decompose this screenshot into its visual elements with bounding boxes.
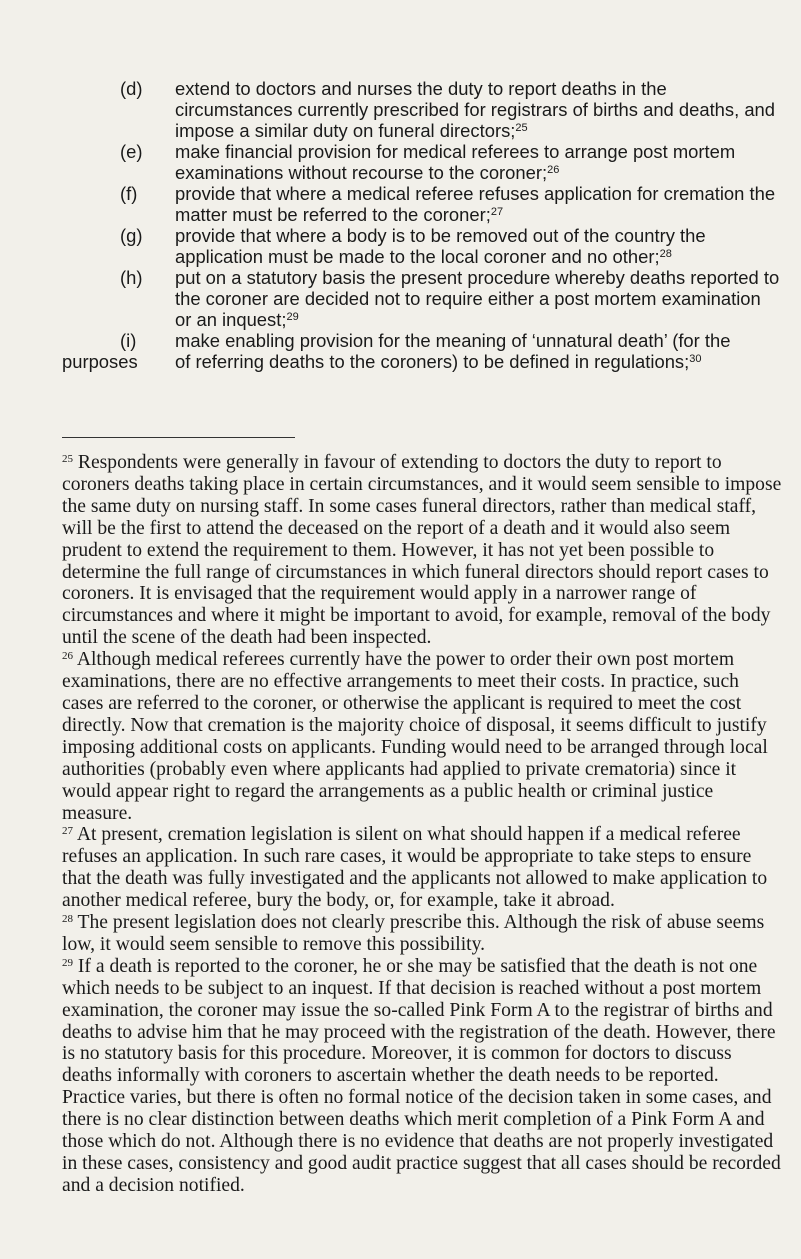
item-label: (h) [120,267,143,288]
footnote-number: 28 [62,913,73,926]
list-item-continuation [62,351,782,372]
item-label: (e) [120,141,143,162]
list-item [62,183,782,225]
item-text: make financial provision for medical referees to arrange post mortem examinations without recourse to the coroner;$^{26}$ [175,141,736,183]
footnote-ref[interactable]: 27 [490,206,504,218]
footnote [62,912,784,956]
footnote [62,824,784,912]
list-item [62,78,782,141]
footnote-divider [62,437,295,438]
item-label: (d) [120,78,143,99]
list-item [62,330,782,351]
footnote-text: The present legislation does not clearly prescribe this. Although the risk of abuse seems low, it would seem sensible to remove this possibility. [62,912,765,955]
footnote-number: 29 [62,956,73,969]
footnote-ref[interactable]: 28 [659,248,672,260]
footnote-ref[interactable]: 30 [689,353,702,365]
list-item [62,267,782,330]
list-item [62,141,782,183]
item-text: put on a statutory basis the present procedure whereby deaths reported to the coroner are decided not to require either a post mortem examination or an inquest;$^{29}$ [175,267,780,330]
footnotes [62,452,784,1197]
footnote-text: Although medical referees currently have the power to order their own post mortem examinations, there are no effective arrangements to meet their costs. In practice, such cases are referred to the coroner, or otherwise the applicant is required to meet the cost directly. Now that cremation is the majority choice of disposal, it seems difficult to justify imposing additional costs on applicants. Funding would need to be arranged through local authorities (probably even where applicants had applied to private crematoria) since it would appear right to regard the arrangements as a public health or criminal justice measure. [62,649,768,824]
item-label: (g) [120,225,143,246]
footnote-ref[interactable]: 26 [547,164,560,176]
footnote-number: 26 [62,650,73,663]
item-text: make enabling provision for the meaning of ‘unnatural death’ (for the [175,330,731,351]
footnote-ref[interactable]: 29 [286,311,299,323]
footnote [62,956,784,1197]
item-label: (f) [120,183,138,204]
item-text: extend to doctors and nurses the duty to report deaths in the circumstances currently prescribed for registrars of births and deaths, and impose a similar duty on funeral directors;$^{25}$ [175,78,776,141]
item-label: purposes [62,351,138,372]
footnote [62,649,784,824]
proposal-list [62,78,782,372]
footnote-text: Respondents were generally in favour of extending to doctors the duty to report to coroners deaths taking place in certain circumstances, and it would seem sensible to impose the same duty on nursing staff. In some cases funeral directors, rather than medical staff, will be the first to attend the deceased on the report of a death and it would also seem prudent to extend the requirement to them. However, it has not yet been possible to determine the full range of circumstances in which funeral directors should report cases to coroners. It is envisaged that the requirement would apply in a narrower range of circumstances and where it might be important to avoid, for example, removal of the body until the scene of the death had been inspected. [62,452,782,649]
footnote-text: If a death is reported to the coroner, he or she may be satisfied that the death is not one which needs to be subject to an inquest. If that decision is reached without a post mortem examination, the coroner may issue the so-called Pink Form A to the registrar of births and deaths to advise him that he may proceed with the registration of the death. However, there is no statutory basis for this procedure. Moreover, it is common for doctors to discuss deaths informally with coroners to ascertain whether the death needs to be reported. Practice varies, but there is often no formal notice of the decision taken in some cases, and there is no clear distinction between deaths which merit completion of a Pink Form A and those which do not. Although there is no evidence that deaths are not properly investigated in these cases, consistency and good audit practice suggest that all cases should be recorded and a decision notified. [62,955,781,1196]
item-text: of referring deaths to the coroners) to be defined in regulations;$^{30}$ [175,351,702,372]
item-text: provide that where a body is to be removed out of the country the application must be made to the local coroner and no other;$^{28}$ [175,225,706,267]
footnote-number: 27 [62,825,73,838]
footnote [62,452,784,649]
item-text: provide that where a medical referee refuses application for cremation the matter must be referred to the coroner;$^{27}$ [175,183,776,225]
footnote-ref[interactable]: 25 [515,122,528,134]
list-item [62,225,782,267]
item-label: (i) [120,330,137,351]
footnote-number: 25 [62,453,73,465]
footnote-text: At present, cremation legislation is silent on what should happen if a medical referee refuses an application. In such rare cases, it would be appropriate to take steps to ensure that the death was fully investigated and the applicants not allowed to make application to another medical referee, bury the body, or, for example, take it abroad. [62,824,768,912]
